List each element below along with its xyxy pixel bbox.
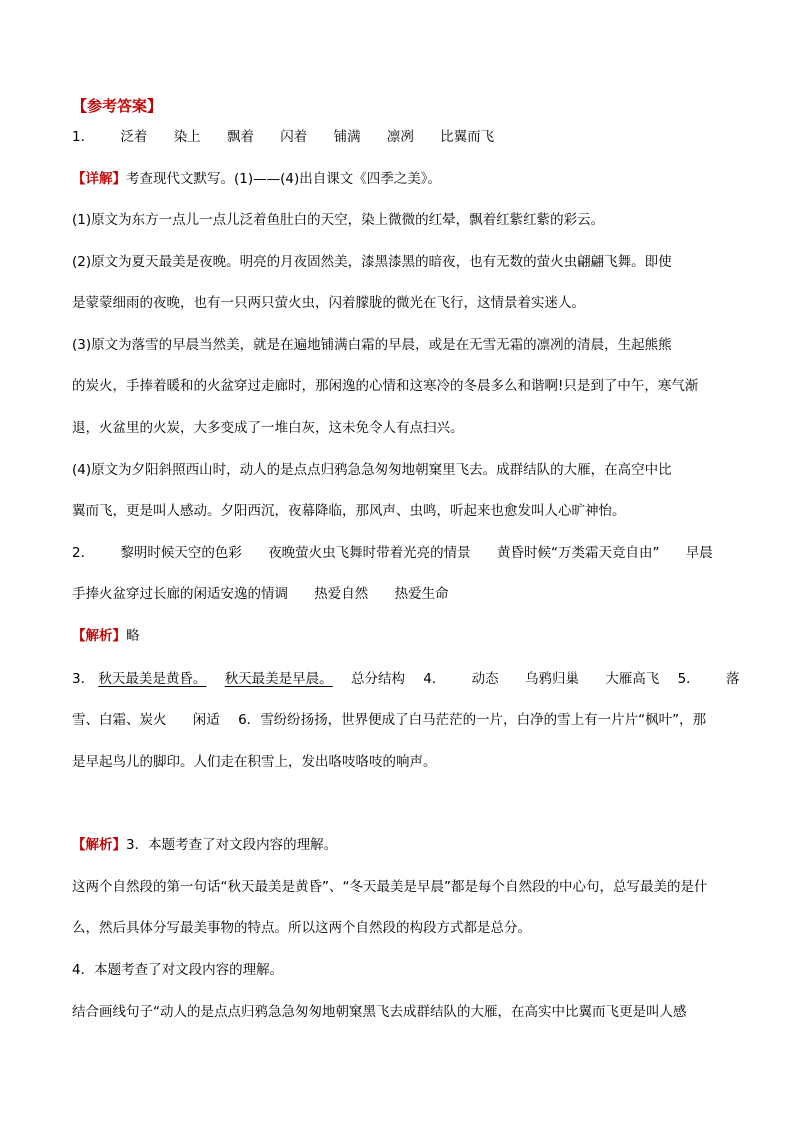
analysis-1-text: 略 [126,628,140,644]
detail-text: 考查现代文默写。(1)——(4)出自课文《四季之美》。 [126,171,441,187]
q1-answer-5: 铺满 [333,129,361,145]
q2-number: 2． [72,545,95,561]
q2-answer-4: 早晨 [685,545,713,561]
analysis-2-intro [72,835,724,855]
q3-underlined-answer-1: 秋天最美是黄昏。 [98,671,207,687]
detail-paragraph-2-line-1: (2)原文为夏天最美是夜晚。明亮的月夜固然美，漆黑漆黑的暗夜，也有无数的萤火虫翩翩飞舞。即使 [72,254,672,270]
q5-answer-1-start: 落 [725,671,740,687]
q6-number: 6． [238,712,261,728]
q4-answer-2: 乌鸦归巢 [524,671,579,687]
analysis-2-line-2: 这两个自然段的第一句话“秋天最美是黄昏”、“冬天最美是早晨”都是每个自然段的中心句，总写最美的是什 [72,879,708,895]
q6-answer-line-1: 雪纷纷扬扬，世界便成了白马茫茫的一片，白净的雪上有一片片“枫叶”，那 [260,712,707,728]
q1-answer-6: 凛冽 [386,129,414,145]
q2-answer-3: 黄昏时候“万类霜天竞自由” [496,545,660,561]
detail-paragraph-4-line-2: 翼而飞，更是叫人感动。夕阳西沉，夜幕降临，那风声、虫鸣，听起来也愈发叫人心旷神怡。 [72,503,626,519]
analysis-2-line-1: 3．本题考查了对文段内容的理解。 [126,837,338,853]
q1-answer-line [72,127,724,147]
analysis-2-line-3: 么，然后具体分写最美事物的特点。所以这两个自然段的构段方式都是总分。 [72,920,531,936]
q5-number: 5． [677,671,700,687]
detail-paragraph-2-line-2: 是蒙蒙细雨的夜晚，也有一只两只萤火虫，闪着朦胧的微光在飞行，这情景着实迷人。 [72,295,585,311]
q3-number: 3． [72,671,95,687]
q2-answer-7: 热爱生命 [394,586,449,602]
q3-underlined-answer-2: 秋天最美是早晨。 [224,671,333,687]
q1-answer-3: 飘着 [226,129,254,145]
q4-number: 4． [423,671,446,687]
q4-answer-3: 大雁高飞 [605,671,660,687]
reference-answer-heading: 【参考答案】 [72,97,163,115]
q2-answer-1: 黎明时候天空的色彩 [120,545,242,561]
q3-structure-answer: 总分结构 [350,671,405,687]
q5-q6-answer-line [72,710,724,730]
q1-answer-2: 染上 [173,129,201,145]
q5-answer-2: 闲适 [192,712,220,728]
q6-answer-line-2: 是早起鸟儿的脚印。人们走在积雪上，发出咯吱咯吱的响声。 [72,754,437,770]
analysis-2-line-5: 结合画线句子“动人的是点点归鸦急急匆匆地朝窠黑飞去成群结队的大雁，在高实中比翼而飞更是叫人感 [72,1004,687,1020]
detail-paragraph-3-line-1: (3)原文为落雪的早晨当然美，就是在遍地铺满白霜的早晨，或是在无雪无霜的凛冽的清晨，生起熊熊 [72,337,672,353]
q1-answer-1: 泛着 [120,129,148,145]
analysis-1 [72,626,724,646]
detail-paragraph-3-line-2: 的炭火，手捧着暖和的火盆穿过走廊时，那闲逸的心情和这寒冷的冬晨多么和谐啊!只是到了中午，寒气渐 [72,378,699,394]
detail-label: 【详解】 [72,171,126,187]
q2-answer-line-1 [72,543,724,563]
detail-intro [72,169,724,189]
analysis-2-line-4: 4．本题考查了对文段内容的理解。 [72,962,284,978]
q1-answer-4: 闪着 [280,129,308,145]
detail-paragraph-3-line-3: 退，火盆里的火炭，大多变成了一堆白灰，这未免令人有点扫兴。 [72,420,464,436]
q2-answer-line-2 [72,584,724,604]
q2-answer-6: 热爱自然 [314,586,369,602]
analysis-1-label: 【解析】 [72,628,126,644]
q3-q5-answer-line [72,669,740,689]
detail-paragraph-1: (1)原文为东方一点儿一点儿泛着鱼肚白的天空，染上微微的红晕，飘着红紫红紫的彩云。 [72,212,605,228]
q4-answer-1: 动态 [471,671,499,687]
q1-answer-7: 比翼而飞 [440,129,495,145]
q2-answer-2: 夜晚萤火虫飞舞时带着光亮的情景 [268,545,471,561]
detail-paragraph-4-line-1: (4)原文为夕阳斜照西山时，动人的是点点归鸦急急匆匆地朝窠里飞去。成群结队的大雁，在高空中比 [72,462,672,478]
q2-answer-5: 手捧火盆穿过长廊的闲适安逸的情调 [72,586,288,602]
q5-answer-1-end: 雪、白霜、炭火 [72,712,167,728]
analysis-2-label: 【解析】 [72,837,126,853]
q1-number: 1． [72,129,95,145]
